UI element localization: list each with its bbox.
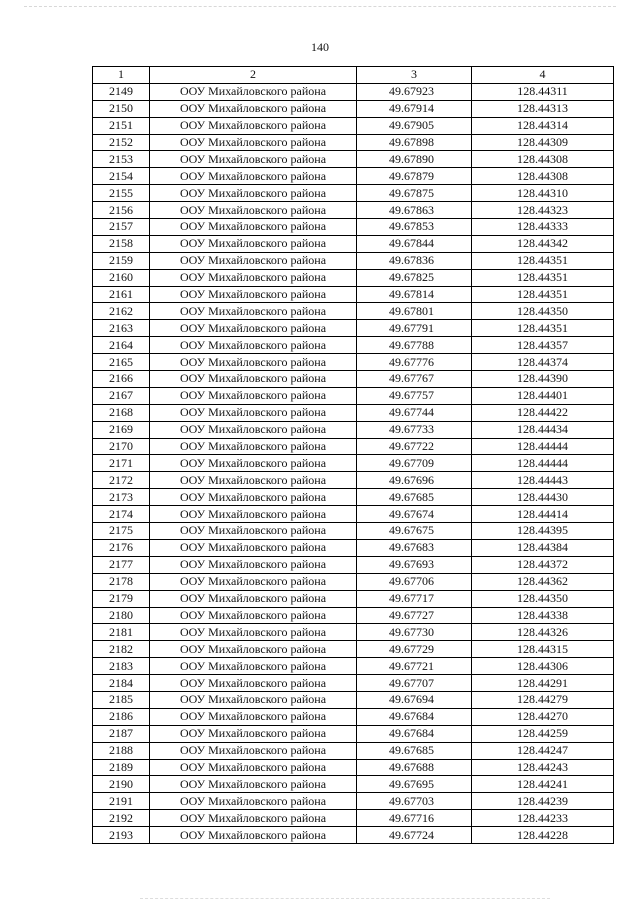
top-edge-dashes — [24, 6, 616, 7]
table-body — [93, 83, 614, 843]
latitude-cell: 49.67685 — [357, 489, 472, 506]
header-col-3: 3 — [357, 67, 472, 84]
bottom-edge-dashes — [140, 898, 550, 899]
organization-cell: ООУ Михайловского района — [150, 539, 357, 556]
row-number-cell: 2150 — [93, 100, 150, 117]
organization-cell: ООУ Михайловского района — [150, 455, 357, 472]
longitude-cell: 128.44362 — [472, 573, 614, 590]
row-number-cell: 2191 — [93, 793, 150, 810]
header-col-2: 2 — [150, 67, 357, 84]
row-number-cell: 2190 — [93, 776, 150, 793]
organization-cell: ООУ Михайловского района — [150, 235, 357, 252]
longitude-cell: 128.44372 — [472, 556, 614, 573]
organization-cell: ООУ Михайловского района — [150, 691, 357, 708]
coordinates-table — [92, 66, 614, 844]
row-number-cell: 2173 — [93, 489, 150, 506]
organization-cell: ООУ Михайловского района — [150, 641, 357, 658]
organization-cell: ООУ Михайловского района — [150, 489, 357, 506]
header-col-1: 1 — [93, 67, 150, 84]
table-row — [93, 556, 614, 573]
table-row — [93, 185, 614, 202]
table-row — [93, 675, 614, 692]
organization-cell: ООУ Михайловского района — [150, 117, 357, 134]
latitude-cell: 49.67693 — [357, 556, 472, 573]
organization-cell: ООУ Михайловского района — [150, 573, 357, 590]
latitude-cell: 49.67684 — [357, 708, 472, 725]
organization-cell: ООУ Михайловского района — [150, 371, 357, 388]
organization-cell: ООУ Михайловского района — [150, 827, 357, 844]
longitude-cell: 128.44279 — [472, 691, 614, 708]
table-row — [93, 438, 614, 455]
table-row — [93, 387, 614, 404]
longitude-cell: 128.44306 — [472, 658, 614, 675]
longitude-cell: 128.44384 — [472, 539, 614, 556]
organization-cell: ООУ Михайловского района — [150, 286, 357, 303]
row-number-cell: 2166 — [93, 371, 150, 388]
row-number-cell: 2167 — [93, 387, 150, 404]
organization-cell: ООУ Михайловского района — [150, 708, 357, 725]
longitude-cell: 128.44259 — [472, 725, 614, 742]
organization-cell: ООУ Михайловского района — [150, 219, 357, 236]
organization-cell: ООУ Михайловского района — [150, 556, 357, 573]
latitude-cell: 49.67724 — [357, 827, 472, 844]
latitude-cell: 49.67729 — [357, 641, 472, 658]
table-row — [93, 100, 614, 117]
row-number-cell: 2159 — [93, 252, 150, 269]
table-row — [93, 590, 614, 607]
row-number-cell: 2171 — [93, 455, 150, 472]
organization-cell: ООУ Михайловского района — [150, 624, 357, 641]
row-number-cell: 2183 — [93, 658, 150, 675]
longitude-cell: 128.44338 — [472, 607, 614, 624]
longitude-cell: 128.44309 — [472, 134, 614, 151]
row-number-cell: 2152 — [93, 134, 150, 151]
longitude-cell: 128.44350 — [472, 590, 614, 607]
organization-cell: ООУ Михайловского района — [150, 810, 357, 827]
organization-cell: ООУ Михайловского района — [150, 320, 357, 337]
row-number-cell: 2182 — [93, 641, 150, 658]
header-row — [93, 67, 614, 84]
table-row — [93, 489, 614, 506]
table-row — [93, 455, 614, 472]
organization-cell: ООУ Михайловского района — [150, 776, 357, 793]
table-row — [93, 658, 614, 675]
organization-cell: ООУ Михайловского района — [150, 168, 357, 185]
longitude-cell: 128.44443 — [472, 472, 614, 489]
longitude-cell: 128.44422 — [472, 404, 614, 421]
longitude-cell: 128.44291 — [472, 675, 614, 692]
latitude-cell: 49.67863 — [357, 202, 472, 219]
table-row — [93, 134, 614, 151]
table-row — [93, 691, 614, 708]
table-row — [93, 607, 614, 624]
longitude-cell: 128.44350 — [472, 303, 614, 320]
table-row — [93, 202, 614, 219]
organization-cell: ООУ Михайловского района — [150, 506, 357, 523]
longitude-cell: 128.44444 — [472, 455, 614, 472]
organization-cell: ООУ Михайловского района — [150, 134, 357, 151]
row-number-cell: 2172 — [93, 472, 150, 489]
organization-cell: ООУ Михайловского района — [150, 202, 357, 219]
table-row — [93, 83, 614, 100]
longitude-cell: 128.44323 — [472, 202, 614, 219]
latitude-cell: 49.67905 — [357, 117, 472, 134]
latitude-cell: 49.67776 — [357, 354, 472, 371]
table-row — [93, 725, 614, 742]
table-row — [93, 827, 614, 844]
organization-cell: ООУ Михайловского района — [150, 759, 357, 776]
latitude-cell: 49.67898 — [357, 134, 472, 151]
row-number-cell: 2175 — [93, 523, 150, 540]
organization-cell: ООУ Михайловского района — [150, 590, 357, 607]
row-number-cell: 2185 — [93, 691, 150, 708]
organization-cell: ООУ Михайловского района — [150, 185, 357, 202]
longitude-cell: 128.44342 — [472, 235, 614, 252]
latitude-cell: 49.67853 — [357, 219, 472, 236]
table-row — [93, 776, 614, 793]
latitude-cell: 49.67744 — [357, 404, 472, 421]
latitude-cell: 49.67836 — [357, 252, 472, 269]
organization-cell: ООУ Михайловского района — [150, 793, 357, 810]
longitude-cell: 128.44313 — [472, 100, 614, 117]
longitude-cell: 128.44351 — [472, 320, 614, 337]
latitude-cell: 49.67722 — [357, 438, 472, 455]
latitude-cell: 49.67875 — [357, 185, 472, 202]
row-number-cell: 2174 — [93, 506, 150, 523]
organization-cell: ООУ Михайловского района — [150, 269, 357, 286]
row-number-cell: 2176 — [93, 539, 150, 556]
latitude-cell: 49.67801 — [357, 303, 472, 320]
longitude-cell: 128.44395 — [472, 523, 614, 540]
row-number-cell: 2165 — [93, 354, 150, 371]
row-number-cell: 2164 — [93, 337, 150, 354]
organization-cell: ООУ Михайловского района — [150, 252, 357, 269]
table-row — [93, 506, 614, 523]
latitude-cell: 49.67923 — [357, 83, 472, 100]
longitude-cell: 128.44311 — [472, 83, 614, 100]
longitude-cell: 128.44243 — [472, 759, 614, 776]
table-row — [93, 151, 614, 168]
longitude-cell: 128.44315 — [472, 641, 614, 658]
longitude-cell: 128.44308 — [472, 151, 614, 168]
longitude-cell: 128.44357 — [472, 337, 614, 354]
latitude-cell: 49.67914 — [357, 100, 472, 117]
longitude-cell: 128.44247 — [472, 742, 614, 759]
longitude-cell: 128.44326 — [472, 624, 614, 641]
row-number-cell: 2177 — [93, 556, 150, 573]
table-row — [93, 624, 614, 641]
longitude-cell: 128.44333 — [472, 219, 614, 236]
table-row — [93, 641, 614, 658]
table-row — [93, 117, 614, 134]
latitude-cell: 49.67674 — [357, 506, 472, 523]
longitude-cell: 128.44401 — [472, 387, 614, 404]
row-number-cell: 2193 — [93, 827, 150, 844]
longitude-cell: 128.44390 — [472, 371, 614, 388]
longitude-cell: 128.44239 — [472, 793, 614, 810]
longitude-cell: 128.44444 — [472, 438, 614, 455]
table-row — [93, 708, 614, 725]
row-number-cell: 2168 — [93, 404, 150, 421]
organization-cell: ООУ Михайловского района — [150, 303, 357, 320]
table-row — [93, 759, 614, 776]
latitude-cell: 49.67703 — [357, 793, 472, 810]
table-row — [93, 354, 614, 371]
table-row — [93, 235, 614, 252]
table-row — [93, 168, 614, 185]
row-number-cell: 2156 — [93, 202, 150, 219]
table-row — [93, 793, 614, 810]
row-number-cell: 2161 — [93, 286, 150, 303]
row-number-cell: 2180 — [93, 607, 150, 624]
latitude-cell: 49.67733 — [357, 421, 472, 438]
row-number-cell: 2160 — [93, 269, 150, 286]
organization-cell: ООУ Михайловского района — [150, 675, 357, 692]
latitude-cell: 49.67694 — [357, 691, 472, 708]
row-number-cell: 2162 — [93, 303, 150, 320]
latitude-cell: 49.67727 — [357, 607, 472, 624]
organization-cell: ООУ Михайловского района — [150, 658, 357, 675]
latitude-cell: 49.67696 — [357, 472, 472, 489]
longitude-cell: 128.44308 — [472, 168, 614, 185]
row-number-cell: 2186 — [93, 708, 150, 725]
row-number-cell: 2187 — [93, 725, 150, 742]
table-row — [93, 269, 614, 286]
organization-cell: ООУ Михайловского района — [150, 725, 357, 742]
longitude-cell: 128.44241 — [472, 776, 614, 793]
row-number-cell: 2151 — [93, 117, 150, 134]
longitude-cell: 128.44310 — [472, 185, 614, 202]
latitude-cell: 49.67709 — [357, 455, 472, 472]
row-number-cell: 2170 — [93, 438, 150, 455]
row-number-cell: 2157 — [93, 219, 150, 236]
longitude-cell: 128.44351 — [472, 269, 614, 286]
longitude-cell: 128.44374 — [472, 354, 614, 371]
latitude-cell: 49.67695 — [357, 776, 472, 793]
organization-cell: ООУ Михайловского района — [150, 421, 357, 438]
table-row — [93, 404, 614, 421]
row-number-cell: 2149 — [93, 83, 150, 100]
row-number-cell: 2189 — [93, 759, 150, 776]
latitude-cell: 49.67706 — [357, 573, 472, 590]
row-number-cell: 2163 — [93, 320, 150, 337]
latitude-cell: 49.67730 — [357, 624, 472, 641]
latitude-cell: 49.67791 — [357, 320, 472, 337]
latitude-cell: 49.67716 — [357, 810, 472, 827]
organization-cell: ООУ Михайловского района — [150, 151, 357, 168]
table-row — [93, 252, 614, 269]
longitude-cell: 128.44228 — [472, 827, 614, 844]
row-number-cell: 2184 — [93, 675, 150, 692]
latitude-cell: 49.67757 — [357, 387, 472, 404]
table-row — [93, 472, 614, 489]
row-number-cell: 2178 — [93, 573, 150, 590]
organization-cell: ООУ Михайловского района — [150, 83, 357, 100]
longitude-cell: 128.44434 — [472, 421, 614, 438]
table-row — [93, 421, 614, 438]
latitude-cell: 49.67707 — [357, 675, 472, 692]
longitude-cell: 128.44270 — [472, 708, 614, 725]
latitude-cell: 49.67675 — [357, 523, 472, 540]
row-number-cell: 2158 — [93, 235, 150, 252]
row-number-cell: 2155 — [93, 185, 150, 202]
latitude-cell: 49.67683 — [357, 539, 472, 556]
latitude-cell: 49.67879 — [357, 168, 472, 185]
table-row — [93, 371, 614, 388]
organization-cell: ООУ Михайловского района — [150, 387, 357, 404]
latitude-cell: 49.67721 — [357, 658, 472, 675]
row-number-cell: 2181 — [93, 624, 150, 641]
longitude-cell: 128.44351 — [472, 286, 614, 303]
latitude-cell: 49.67844 — [357, 235, 472, 252]
organization-cell: ООУ Михайловского района — [150, 100, 357, 117]
row-number-cell: 2153 — [93, 151, 150, 168]
row-number-cell: 2169 — [93, 421, 150, 438]
organization-cell: ООУ Михайловского района — [150, 742, 357, 759]
organization-cell: ООУ Михайловского района — [150, 354, 357, 371]
organization-cell: ООУ Михайловского района — [150, 472, 357, 489]
row-number-cell: 2154 — [93, 168, 150, 185]
table-row — [93, 320, 614, 337]
longitude-cell: 128.44314 — [472, 117, 614, 134]
table-row — [93, 303, 614, 320]
table-row — [93, 742, 614, 759]
latitude-cell: 49.67684 — [357, 725, 472, 742]
longitude-cell: 128.44351 — [472, 252, 614, 269]
organization-cell: ООУ Михайловского района — [150, 438, 357, 455]
organization-cell: ООУ Михайловского района — [150, 404, 357, 421]
table-row — [93, 286, 614, 303]
longitude-cell: 128.44414 — [472, 506, 614, 523]
latitude-cell: 49.67788 — [357, 337, 472, 354]
organization-cell: ООУ Михайловского района — [150, 607, 357, 624]
latitude-cell: 49.67825 — [357, 269, 472, 286]
table-row — [93, 573, 614, 590]
table-row — [93, 539, 614, 556]
page-number: 140 — [311, 40, 329, 54]
table-header — [93, 67, 614, 84]
latitude-cell: 49.67688 — [357, 759, 472, 776]
longitude-cell: 128.44233 — [472, 810, 614, 827]
latitude-cell: 49.67717 — [357, 590, 472, 607]
table-row — [93, 810, 614, 827]
table-row — [93, 337, 614, 354]
header-col-4: 4 — [472, 67, 614, 84]
latitude-cell: 49.67767 — [357, 371, 472, 388]
table-row — [93, 523, 614, 540]
row-number-cell: 2179 — [93, 590, 150, 607]
organization-cell: ООУ Михайловского района — [150, 337, 357, 354]
organization-cell: ООУ Михайловского района — [150, 523, 357, 540]
latitude-cell: 49.67890 — [357, 151, 472, 168]
longitude-cell: 128.44430 — [472, 489, 614, 506]
latitude-cell: 49.67685 — [357, 742, 472, 759]
latitude-cell: 49.67814 — [357, 286, 472, 303]
row-number-cell: 2192 — [93, 810, 150, 827]
table-row — [93, 219, 614, 236]
row-number-cell: 2188 — [93, 742, 150, 759]
